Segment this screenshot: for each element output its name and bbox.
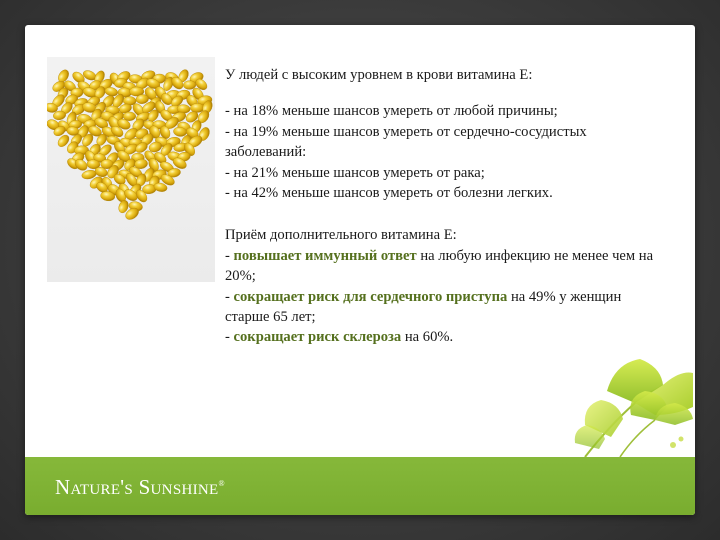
natures-sunshine-logo [55, 475, 225, 500]
block2-item-1 [225, 246, 665, 287]
block1-heading: У людей с высоким уровнем в крови витамина Е: [225, 67, 533, 83]
block2-heading: Приём дополнительного витамина Е: [225, 227, 457, 244]
slide [25, 25, 695, 515]
item-prefix: - [225, 329, 234, 346]
ginkgo-leaves-icon [515, 345, 695, 457]
capsules-heart-image [47, 57, 215, 282]
text-content [225, 65, 665, 348]
footer-bar [25, 457, 695, 515]
block1-item-1: - на 18% меньше шансов умереть от любой причины; [225, 103, 558, 120]
item-rest: на 49% у женщин старше 65 лет; [225, 288, 622, 326]
item-rest: на любую инфекцию не менее чем на 20%; [225, 247, 654, 285]
block1-item-4: - на 42% меньше шансов умереть от болезни легких. [225, 185, 553, 202]
capsule [183, 80, 196, 89]
item-prefix: - [225, 288, 234, 305]
highlight-text: сокращает риск для сердечного приступа [233, 288, 508, 305]
logo-text: Nature's Sunshine [55, 475, 219, 499]
block1-item-3: - на 21% меньше шансов умереть от рака; [225, 164, 485, 181]
capsule [190, 103, 204, 112]
heart-of-capsules-graphic [47, 57, 215, 282]
block2-item-2 [225, 287, 665, 328]
highlight-text: сокращает риск склероза [233, 329, 402, 346]
highlight-text: повышает иммунный ответ [233, 247, 417, 264]
block1-item-2: - на 19% меньше шансов умереть от сердечно-сосудистых заболеваний: [225, 123, 587, 161]
item-prefix: - [225, 247, 234, 264]
item-rest: на 60%. [401, 329, 454, 346]
registered-mark: ® [218, 479, 225, 488]
